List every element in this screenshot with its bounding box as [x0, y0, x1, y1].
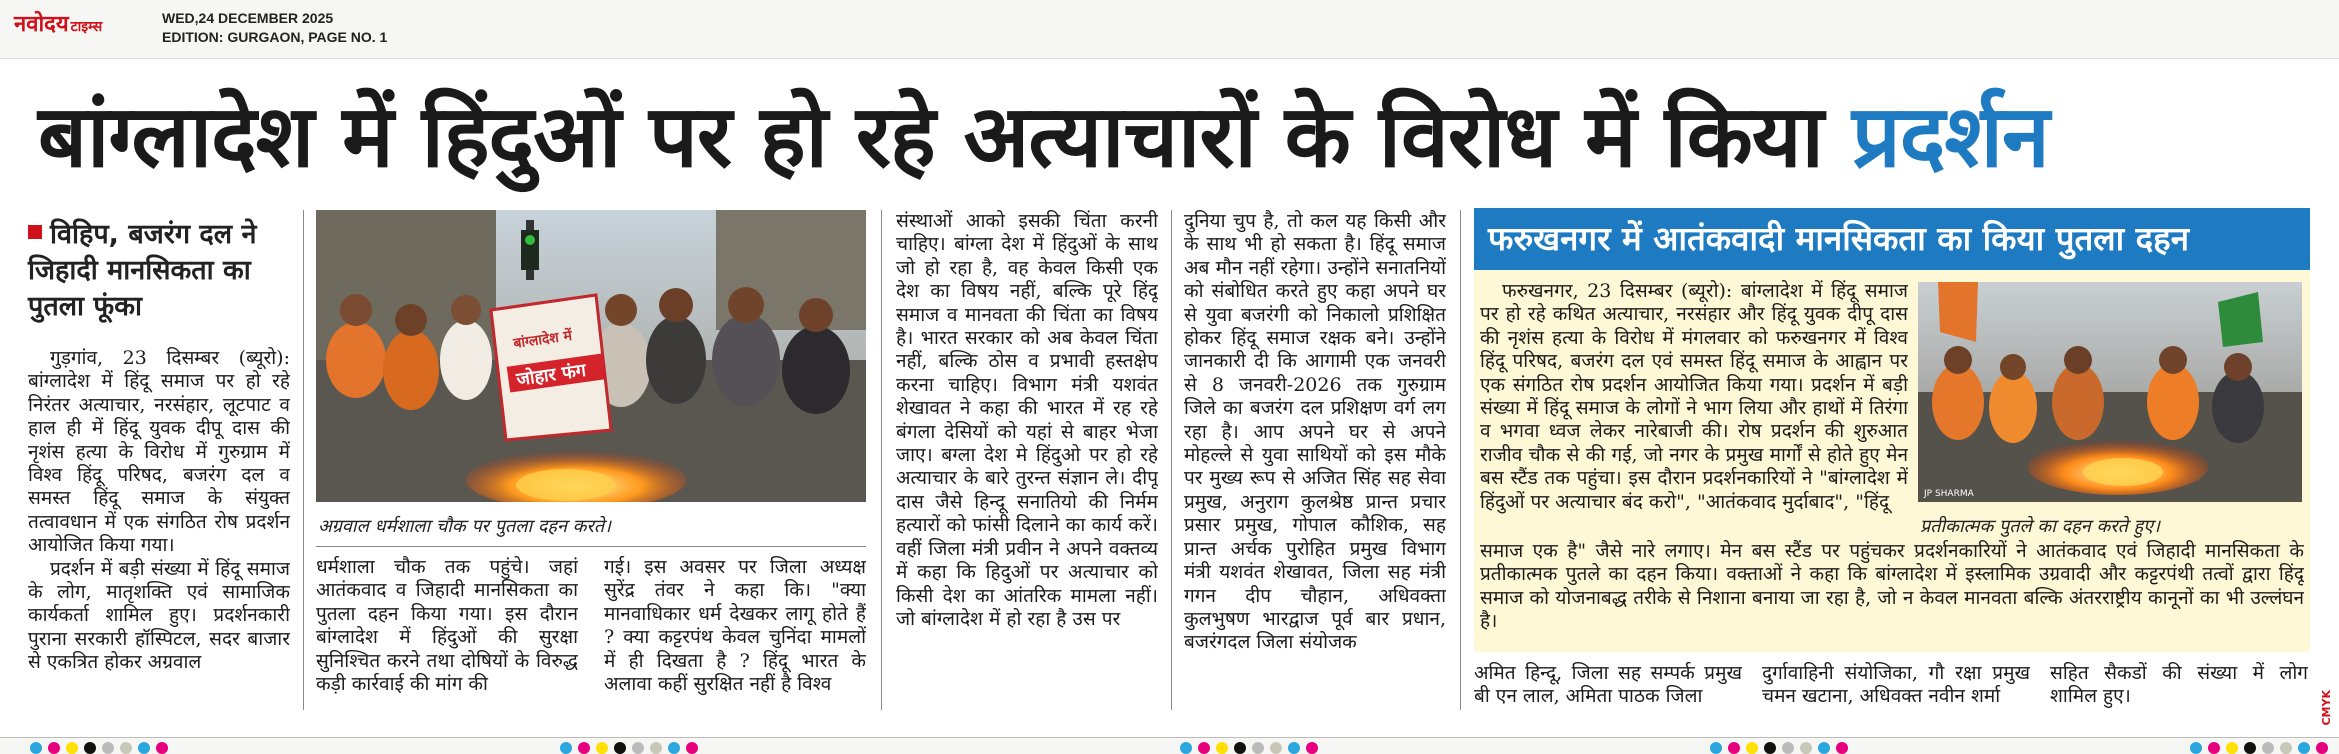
column-divider [881, 210, 882, 710]
registration-dot [66, 742, 78, 754]
registration-dot [632, 742, 644, 754]
column-divider [303, 210, 304, 710]
registration-dot [1270, 742, 1282, 754]
protest-photo-illustration [316, 210, 866, 502]
registration-dot [650, 742, 662, 754]
story1-column-3-upper [896, 210, 1158, 712]
story1-column-4 [1184, 210, 1446, 712]
registration-dot [120, 742, 132, 754]
logo-small-text: टाइम्स [70, 19, 103, 35]
registration-dot [1252, 742, 1264, 754]
story1-subhead-text: विहिप, बजरंग दल ने जिहादी मानसिकता का पुतला फूंका [28, 219, 257, 322]
story2-body-full [1480, 540, 2304, 644]
registration-dot [1288, 742, 1300, 754]
story2-foot2: दुर्गावाहिनी संयोजिका, गौ रक्षा प्रमुख चमन खटाना, अधिवक्त नवीन शर्मा [1762, 662, 2030, 708]
registration-dot [686, 742, 698, 754]
page-headline [38, 82, 2318, 192]
headline-accent: प्रदर्शन [1851, 87, 2049, 187]
story2-box-headline: फरुखनगर में आतंकवादी मानसिकता का किया पुतला दहन [1474, 208, 2310, 270]
story2-foot3: सहित सैकडों की संख्या में लोग शामिल हुए। [2050, 662, 2308, 708]
column-divider [1460, 210, 1461, 710]
story1-photo-caption: अग्रवाल धर्मशाला चौक पर पुतला दहन करते। [318, 516, 611, 537]
edition-line: EDITION: GURGAON, PAGE NO. 1 [162, 29, 388, 45]
story1-col3-upper-text: संस्थाओं आको इसकी चिंता करनी चाहिए। बांग्ला देश में हिंदुओं के साथ जो हो रहा है, वह केवल किसी एक देश का विषय नहीं, बल्कि पूरे हिंदू समाज व मानवता की चिंता का विषय है। भारत सरकार को अब केवल चिंता नहीं, बल्कि ठोस व प्रभावी हस्तक्षेप करना चाहिए। विभाग मंत्री यशवंत शेखावत ने कहा की भारत में रह रहे बंगला देसियों को यहां से बाहर भेजा जाए। बग्ला देश मे हिंदुओ पर हो रहे अत्याचार के बारे तुरन्त संज्ञान ले। दीपू दास जैसे हिन्दू सनातियो की निर्मम हत्यारों को फांसी दिलाने का कार्य करें। वहीं जिला मंत्री प्रवीन ने अपने वक्तव्य में कहा कि हिदुओं पर अत्याचार को किसी देश का आंतरिक मामला नहीं। जो बांग्लादेश में हो रहा है उस पर [896, 210, 1158, 630]
registration-dot [614, 742, 626, 754]
registration-dot [578, 742, 590, 754]
story1-column-1 [28, 347, 290, 707]
square-bullet-icon [28, 225, 42, 239]
caption-divider [316, 546, 866, 547]
registration-dot [1836, 742, 1848, 754]
story2-foot-col-2 [1762, 662, 2030, 712]
story1-col1-para2: प्रदर्शन में बड़ी संख्या में हिंदू समाज के लोग, मातृशक्ति एवं सामाजिक कार्यकर्ता शामिल हुए। प्रदर्शनकारी पुराना सरकारी हॉस्पिटल, सदर बाजार से एकत्रित होकर अग्रवाल [28, 557, 290, 674]
photo-credit: JP SHARMA [1924, 489, 1974, 499]
registration-dot [30, 742, 42, 754]
story1-column-3-lower [604, 556, 866, 712]
registration-dot [1234, 742, 1246, 754]
registration-dot [84, 742, 96, 754]
effigy-photo-illustration [1918, 282, 2302, 502]
registration-dot [1764, 742, 1776, 754]
column-divider [1171, 210, 1172, 710]
registration-dot [1746, 742, 1758, 754]
bottom-rule [0, 737, 2339, 738]
registration-dot [2208, 742, 2220, 754]
story1-col1-para1: गुड़गांव, 23 दिसम्बर (ब्यूरो): बांग्लादेश में हिंदू समाज पर हो रहे निरंतर अत्याचार, नरसंहार, लूटपाट व हाल ही में हिंदू युवक दीपू दास की नृशंस हत्या के विरोध में गुरुग्राम में विश्व हिंदू परिषद, बजरंग दल व समस्त हिंदू समाज के संयुक्त तत्वावधान में एक संगठित रोष प्रदर्शन आयोजित किया गया। [28, 347, 290, 557]
newspaper-logo[interactable] [14, 8, 102, 38]
registration-dot [2190, 742, 2202, 754]
registration-strip [0, 738, 2339, 754]
story1-col3-lower-text: गई। इस अवसर पर जिला अध्यक्ष सुरेंद्र तंवर ने कहा कि। "क्या मानवाधिकार धर्म देखकर लागू होते हैं ? क्या कट्टरपंथ केवल चुनिंदा मामलों में ही दिखता है ? हिंदू भारत के अलावा कहीं सुरक्षित नहीं है विश्व [604, 556, 866, 696]
registration-dot [1198, 742, 1210, 754]
edition-info [162, 9, 387, 47]
registration-dot [48, 742, 60, 754]
registration-dot [668, 742, 680, 754]
story2-foot-col-1 [1474, 662, 1742, 712]
registration-dot [1306, 742, 1318, 754]
story1-col2-text: धर्मशाला चौक तक पहुंचे। जहां आतंकवाद व जिहादी मानसिकता का पुतला दहन किया गया। इस दौरान बांग्लादेश में हिंदुओं की सुरक्षा सुनिश्चित करने तथा दोषियों के विरुद्ध कड़ी कार्रवाई की मांग की [316, 556, 578, 696]
story2-photo [1918, 282, 2302, 502]
registration-dot [1818, 742, 1830, 754]
registration-dot [2226, 742, 2238, 754]
registration-dot [1216, 742, 1228, 754]
logo-main-text: नवोदय [14, 12, 69, 37]
registration-dot [102, 742, 114, 754]
registration-dot [1180, 742, 1192, 754]
story1-photo [316, 210, 866, 502]
registration-dot [596, 742, 608, 754]
story2-photo-caption: प्रतीकात्मक पुतले का दहन करते हुए। [1920, 516, 2160, 537]
svg-text:जोहार फंग: जोहार फंग [515, 359, 588, 391]
registration-dot [1800, 742, 1812, 754]
story1-column-2 [316, 556, 578, 712]
registration-dot [2244, 742, 2256, 754]
story2-foot1: अमित हिन्दू, जिला सह सम्पर्क प्रमुख बी एन लाल, अमिता पाठक जिला [1474, 662, 1742, 708]
story2-foot-col-3 [2050, 662, 2308, 712]
story1-subhead [28, 217, 298, 325]
registration-dot [1710, 742, 1722, 754]
story2-body-left [1480, 280, 1908, 538]
svg-text:बांग्लादेश में: बांग्लादेश में [512, 327, 573, 352]
registration-dot [2316, 742, 2328, 754]
headline-main: बांग्लादेश में हिंदुओं पर हो रहे अत्याचारों के विरोध में किया [38, 87, 1823, 187]
story2-body-full-text: समाज एक है" जैसे नारे लगाए। मेन बस स्टैंड पर पहुंचकर प्रदर्शनकारियों ने आतंकवाद एवं जिहादी मानसिकता के प्रतीकात्मक पुतले का दहन किया। वक्ताओं ने कहा कि बांग्लादेश में इस्लामिक उग्रवादी और कट्टरपंथी तत्वों द्वारा हिंदू समाज को योजनाबद्ध तरीके से निशाना बनाया जा रहा है, जो न केवल मानवता बल्कि अंतरराष्ट्रीय कानूनों का भी उल्लंघन है। [1480, 540, 2304, 633]
registration-dot [2298, 742, 2310, 754]
registration-dot [2262, 742, 2274, 754]
story1-col4-text: दुनिया चुप है, तो कल यह किसी और के साथ भी हो सकता है। हिंदू समाज अब मौन नहीं रहेगा। उन्होंने सनातनियों को संबोधित करते हुए कहा अपने घर से युवा बजरंगी को निकालो प्रशिक्षित होकर हिंदू समाज रक्षक बने। उन्होंने जानकारी दी कि आगामी एक जनवरी से 8 जनवरी-2026 तक गुरुग्राम जिले का बजरंग दल प्रशिक्षण वर्ग लग रहा है। आप अपने घर से अपने मोहल्ले से युवा साथियों को इस मौके पर मुख्य रूप से अजित सिंह सह सेवा प्रमुख, अनुराग कुलश्रेष्ठ प्रान्त प्रचार प्रसार प्रमुख, गोपाल कौशिक, सह प्रान्त अर्चक पुरोहित प्रमुख विभाग मंत्री यशवंत शेखावत, जिला सह मंत्री गगन दीप चौहान, अधिवक्ता कुलभुषण भारद्वाज पूर्व बार प्रधान, बजरंगदल जिला संयोजक [1184, 210, 1446, 654]
story2-body-left-text: फरुखनगर, 23 दिसम्बर (ब्यूरो): बांग्लादेश में हिंदू समाज पर हो रहे कथित अत्याचार, नरसंहार और हिंदू युवक दीपू दास की नृशंस हत्या के विरोध में मंगलवार को फरुखनगर में विश्व हिंदू परिषद, बजरंग दल एवं समस्त हिंदू समाज के आह्वान पर एक संगठित रोष प्रदर्शन आयोजित किया गया। प्रदर्शन में बड़ी संख्या में हिंदू समाज के लोगों ने भाग लिया और हाथों में तिरंगा व भगवा ध्वज लेकर नारेबाजी की। रोष प्रदर्शन की शुरुआत राजीव चौक से की गई, जो नगर के प्रमुख मार्गों से होते हुए मेन बस स्टैंड तक पहुंचा। इस दौरान प्रदर्शनकारियों ने "बांग्लादेश में हिंदुओं पर अत्याचार बंद करो", "आतंकवाद मुर्दाबाद", "हिंदू [1480, 280, 1908, 513]
masthead-bar [0, 0, 2339, 59]
registration-dot [1782, 742, 1794, 754]
date-line: WED,24 DECEMBER 2025 [162, 10, 334, 26]
registration-dot [2280, 742, 2292, 754]
registration-dot [1728, 742, 1740, 754]
cmyk-mark: CMYK [2320, 690, 2333, 726]
registration-dot [156, 742, 168, 754]
registration-dot [560, 742, 572, 754]
registration-dot [138, 742, 150, 754]
